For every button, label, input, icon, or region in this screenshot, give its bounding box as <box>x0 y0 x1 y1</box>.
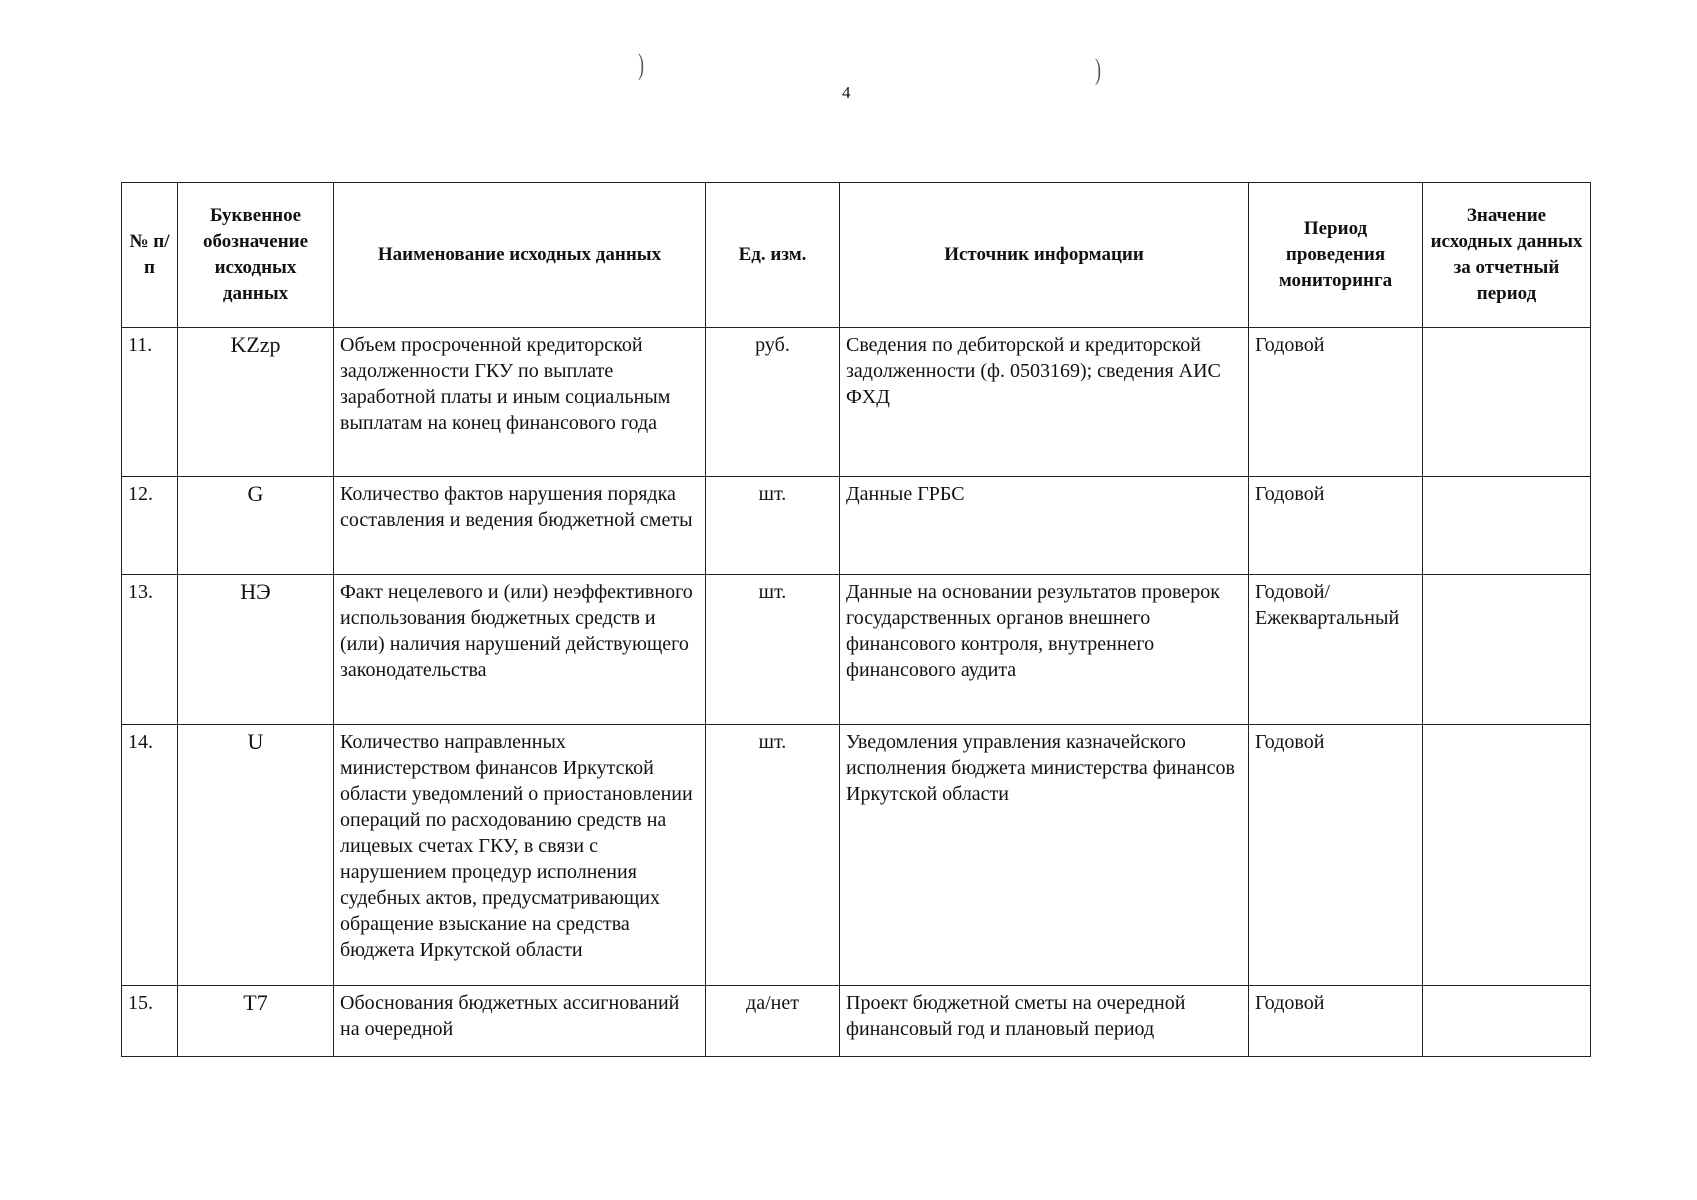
header-number: № п/п <box>122 183 178 328</box>
row-value <box>1423 328 1591 477</box>
row-unit: шт. <box>706 575 840 725</box>
table-header-row <box>122 183 1591 328</box>
table-row <box>122 986 1591 1057</box>
row-period: Годовой/ Ежеквартальный <box>1249 575 1423 725</box>
row-code: НЭ <box>178 575 334 725</box>
scan-mark: ) <box>638 48 644 81</box>
row-unit: шт. <box>706 477 840 575</box>
row-name: Обоснования бюджетных ассигнований на очередной <box>334 986 706 1057</box>
row-value <box>1423 986 1591 1057</box>
row-number: 13. <box>122 575 178 725</box>
header-period: Период проведения мониторинга <box>1249 183 1423 328</box>
row-name: Количество направленных министерством финансов Иркутской области уведомлений о приостановлении операций по расходованию средств на лицевых счетах ГКУ, в связи с нарушением процедур исполнения судебных актов, предусматривающих обращение взыскание на средства бюджета Иркутской области <box>334 725 706 986</box>
row-source: Данные ГРБС <box>840 477 1249 575</box>
row-code: T7 <box>178 986 334 1057</box>
monitoring-table <box>121 182 1591 1057</box>
row-unit: руб. <box>706 328 840 477</box>
row-source: Проект бюджетной сметы на очередной финансовый год и плановый период <box>840 986 1249 1057</box>
row-number: 12. <box>122 477 178 575</box>
row-value <box>1423 575 1591 725</box>
table-row <box>122 477 1591 575</box>
row-source: Сведения по дебиторской и кредиторской задолженности (ф. 0503169); сведения АИС ФХД <box>840 328 1249 477</box>
row-source: Данные на основании результатов проверок государственных органов внешнего финансового контроля, внутреннего финансового аудита <box>840 575 1249 725</box>
row-code: G <box>178 477 334 575</box>
table-row <box>122 575 1591 725</box>
page-number: 4 <box>842 83 851 102</box>
row-unit: шт. <box>706 725 840 986</box>
row-number: 14. <box>122 725 178 986</box>
header-source: Источник информации <box>840 183 1249 328</box>
row-code: KZzp <box>178 328 334 477</box>
row-value <box>1423 725 1591 986</box>
row-source: Уведомления управления казначейского исполнения бюджета министерства финансов Иркутской области <box>840 725 1249 986</box>
header-value: Значение исходных данных за отчетный период <box>1423 183 1591 328</box>
row-number: 11. <box>122 328 178 477</box>
table-row <box>122 328 1591 477</box>
row-code: U <box>178 725 334 986</box>
row-name: Количество фактов нарушения порядка составления и ведения бюджетной сметы <box>334 477 706 575</box>
row-period: Годовой <box>1249 328 1423 477</box>
row-period: Годовой <box>1249 477 1423 575</box>
row-unit: да/нет <box>706 986 840 1057</box>
header-name: Наименование исходных данных <box>334 183 706 328</box>
row-name: Объем просроченной кредиторской задолженности ГКУ по выплате заработной платы и иным социальным выплатам на конец финансового года <box>334 328 706 477</box>
row-period: Годовой <box>1249 725 1423 986</box>
row-value <box>1423 477 1591 575</box>
header-unit: Ед. изм. <box>706 183 840 328</box>
header-code: Буквенное обозначение исходных данных <box>178 183 334 328</box>
row-name: Факт нецелевого и (или) неэффективного использования бюджетных средств и (или) наличия нарушений действующего законодательства <box>334 575 706 725</box>
row-number: 15. <box>122 986 178 1057</box>
table-row <box>122 725 1591 986</box>
scan-mark: ) <box>1095 53 1101 86</box>
row-period: Годовой <box>1249 986 1423 1057</box>
